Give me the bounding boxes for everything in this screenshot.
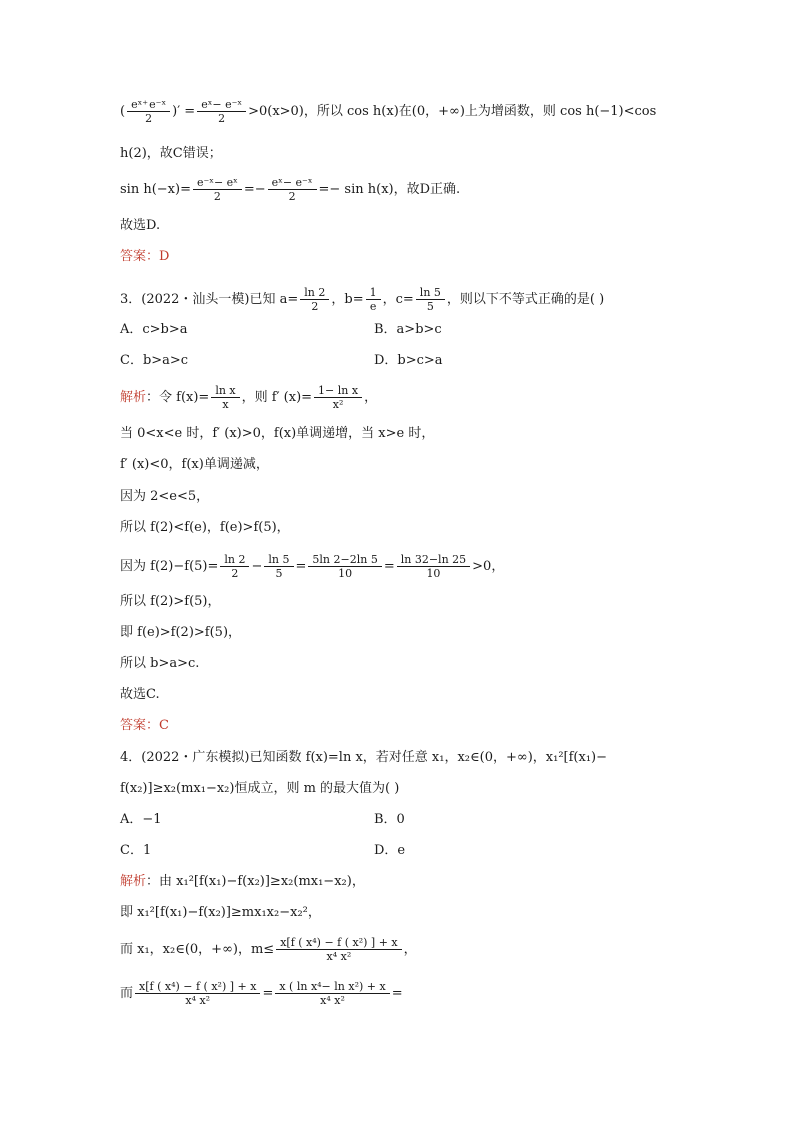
question-4-line-1: 4．(2022・广东模拟)已知函数 f(x)=ln x，若对任意 x₁，x₂∈(0，+∞)，x₁²[f(x₁)− xyxy=(120,750,607,765)
fraction xyxy=(416,286,445,313)
fraction xyxy=(127,98,170,125)
text: )′ = xyxy=(172,104,196,119)
q4-option-a: A．−1 xyxy=(120,812,162,827)
choose-c: 故选C. xyxy=(120,687,160,702)
fraction xyxy=(197,98,246,125)
denominator: x xyxy=(211,397,239,411)
fraction xyxy=(268,176,317,203)
text: ， xyxy=(364,390,378,405)
denominator: e xyxy=(366,299,381,313)
text: >0(x>0)，所以 cos h(x)在(0，+∞)上为增函数，则 cos h(−1)<cos xyxy=(248,104,657,119)
answer-d: 答案：D xyxy=(120,249,170,264)
denominator: 5 xyxy=(416,299,445,313)
numerator: x[f ( x⁴) − f ( x²) ] + x xyxy=(280,936,398,949)
fraction xyxy=(314,384,362,411)
solution-4-line-2: 即 x₁²[f(x₁)−f(x₂)]≥mx₁x₂−x₂²， xyxy=(120,905,321,920)
denominator: 2 xyxy=(197,111,246,125)
text: = xyxy=(383,559,395,574)
text: ，b= xyxy=(331,292,364,307)
denominator: 2 xyxy=(193,189,242,203)
q4-option-c: C．1 xyxy=(120,843,152,858)
text: = xyxy=(262,986,274,1001)
solution-3-line-3: f′ (x)<0，f(x)单调递减， xyxy=(120,457,269,472)
fraction xyxy=(220,553,249,580)
analysis-label: 解析 xyxy=(120,390,147,405)
text: sin h(−x)= xyxy=(120,182,191,197)
solution-4-line-4 xyxy=(120,980,403,1007)
text: ， xyxy=(403,942,417,957)
q3-option-b: B．a>b>c xyxy=(374,322,442,337)
numerator: ln 5 xyxy=(419,286,441,299)
numerator: x ( ln x⁴− ln x²) + x xyxy=(279,980,386,993)
choose-d: 故选D. xyxy=(120,218,161,233)
fraction xyxy=(135,980,260,1007)
text: 而 x₁，x₂∈(0，+∞)，m≤ xyxy=(120,942,275,957)
solution-3-line-8: 即 f(e)>f(2)>f(5)， xyxy=(120,625,242,640)
denominator: x⁴ x² xyxy=(276,949,401,963)
denominator: 2 xyxy=(127,111,170,125)
analysis-label: 解析 xyxy=(120,874,147,889)
text: = xyxy=(391,986,403,1001)
q3-option-d: D．b>c>a xyxy=(374,353,443,368)
denominator: x² xyxy=(314,397,362,411)
answer-c: 答案：C xyxy=(120,718,169,733)
text: >0， xyxy=(472,559,505,574)
question-4-line-2: f(x₂)]≥x₂(mx₁−x₂)恒成立，则 m 的最大值为( ) xyxy=(120,781,400,796)
fraction xyxy=(308,553,381,580)
fraction xyxy=(275,980,389,1007)
solution-3-line-7: 所以 f(2)>f(5)， xyxy=(120,594,221,609)
solution-3-line-5: 所以 f(2)<f(e)，f(e)>f(5)， xyxy=(120,520,290,535)
text: 因为 f(2)−f(5)= xyxy=(120,559,219,574)
solution-3-line-4: 因为 2<e<5， xyxy=(120,489,210,504)
fraction xyxy=(264,553,293,580)
numerator: 1− ln x xyxy=(318,384,359,397)
denominator: x⁴ x² xyxy=(275,993,389,1007)
solution-3-line-2: 当 0<x<e 时，f′ (x)>0，f(x)单调递增，当 x>e 时， xyxy=(120,426,435,441)
solution-3-line-6 xyxy=(120,553,504,580)
q4-option-d: D．e xyxy=(374,843,406,858)
numerator: ln 32−ln 25 xyxy=(400,553,467,566)
numerator: ln 5 xyxy=(268,553,290,566)
q3-option-c: C．b>a>c xyxy=(120,353,189,368)
solution-3-line-1 xyxy=(120,384,377,411)
q4-option-b: B．0 xyxy=(374,812,405,827)
text: ，则 f′ (x)= xyxy=(241,390,313,405)
question-3 xyxy=(120,286,604,313)
denominator: 2 xyxy=(300,299,329,313)
solution-4-line-3 xyxy=(120,936,417,963)
solution-3-line-9: 所以 b>a>c. xyxy=(120,656,200,671)
numerator: eˣ− e⁻ˣ xyxy=(271,176,313,189)
text: ：由 x₁²[f(x₁)−f(x₂)]≥x₂(mx₁−x₂)， xyxy=(146,874,365,889)
q3-option-a: A．c>b>a xyxy=(120,322,188,337)
numerator: eˣ⁺ e⁻ˣ xyxy=(131,98,167,111)
denominator: 10 xyxy=(397,566,470,580)
fraction xyxy=(366,286,381,313)
text: =− sin h(x)，故D正确. xyxy=(318,182,461,197)
numerator: eˣ− e⁻ˣ xyxy=(201,98,243,111)
denominator: 10 xyxy=(308,566,381,580)
text: = xyxy=(295,559,307,574)
text: ，则以下不等式正确的是( ) xyxy=(446,292,605,307)
numerator: ln x xyxy=(215,384,236,397)
denominator: 2 xyxy=(268,189,317,203)
numerator: ln 2 xyxy=(224,553,246,566)
denominator: 5 xyxy=(264,566,293,580)
denominator: x⁴ x² xyxy=(135,993,260,1007)
numerator: e⁻ˣ− eˣ xyxy=(196,176,238,189)
numerator: 5ln 2−2ln 5 xyxy=(312,553,378,566)
fraction xyxy=(211,384,239,411)
text: ( xyxy=(120,104,126,119)
text: − xyxy=(251,559,263,574)
fraction xyxy=(397,553,470,580)
fraction xyxy=(193,176,242,203)
text: ：令 f(x)= xyxy=(146,390,210,405)
solution-line-3 xyxy=(120,176,460,203)
fraction xyxy=(300,286,329,313)
text: 而 xyxy=(120,986,134,1001)
solution-line-1 xyxy=(120,98,656,125)
denominator: 2 xyxy=(220,566,249,580)
text: ，c= xyxy=(382,292,414,307)
fraction xyxy=(276,936,401,963)
text: =− xyxy=(243,182,266,197)
numerator: ln 2 xyxy=(304,286,326,299)
solution-line-2: h(2)，故C错误； xyxy=(120,146,222,161)
numerator: x[f ( x⁴) − f ( x²) ] + x xyxy=(139,980,257,993)
solution-4-line-1 xyxy=(120,874,365,890)
numerator: 1 xyxy=(369,286,377,299)
text: 3．(2022・汕头一模)已知 a= xyxy=(120,292,299,307)
